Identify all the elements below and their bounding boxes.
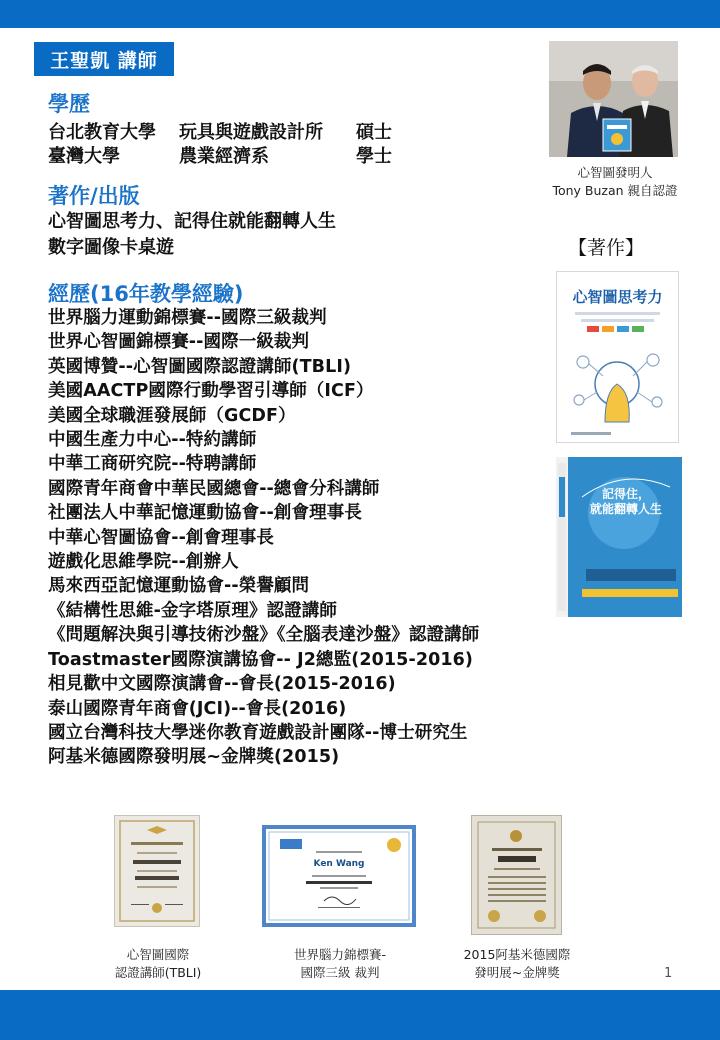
experience-item: 美國全球職涯發展師（GCDF） [48,405,296,426]
experience-item: 《問題解決與引導技術沙盤》《全腦表達沙盤》認證講師 [48,625,480,646]
book1-illustration [557,272,678,442]
experience-item: 世界心智圖錦標賽--國際一級裁判 [48,332,310,353]
books-label: 【著作】 [568,237,645,259]
book2-title-line: 記得住， [601,487,650,501]
experience-item: 馬來西亞記憶運動協會--榮譽顧問 [48,576,310,597]
certificate-recipient-name: Ken Wang [313,859,365,869]
book2-title [576,487,676,517]
education-heading: 學歷 [48,92,90,116]
book-cover-mind-map [556,271,679,443]
book2-title-line: 就能翻轉人生 [589,502,662,516]
education-dept: 農業經濟系 [179,146,269,167]
certificate-caption-line: 認證講師(TBLI) [114,965,202,980]
experience-item: 美國AACTP國際行動學習引導師（ICF） [48,381,374,402]
education-degree: 碩士 [356,122,392,143]
education-degree: 學士 [356,146,392,167]
certificate-archimedes-illustration [472,816,561,934]
experience-item: 世界腦力運動錦標賽--國際三級裁判 [48,308,327,328]
experience-item: 《結構性思維-金字塔原理》認證講師 [48,600,337,621]
certificate-memory-illustration [266,829,412,923]
page-number: 1 [664,966,673,981]
certificate-tbli-illustration [115,816,199,926]
book1-title: 心智圖思考力 [572,288,663,306]
experience-list [48,306,479,770]
certificate-caption-line: 心智圖國際 [126,947,190,962]
photo-caption-line: Tony Buzan 親自認證 [552,183,678,198]
photo-caption-line: 心智圖發明人 [577,165,653,180]
experience-item: 英國博贊--心智圖國際認證講師(TBLI) [48,356,352,377]
experience-item: 國立台灣科技大學迷你教育遊戲設計團隊--博士研究生 [48,722,468,743]
certificate-caption-line: 國際三級 裁判 [300,965,380,980]
publications-heading: 著作/出版 [48,184,140,208]
book-cover-memory [556,457,682,617]
publication-item: 心智圖思考力、記得住就能翻轉人生 [48,211,336,232]
certificate-caption-archimedes [446,946,588,982]
certificate-caption-line: 發明展~金牌獎 [474,965,560,980]
certificate-caption-tbli [98,946,218,982]
publication-item: 數字圖像卡桌遊 [48,237,174,258]
photo-illustration [549,41,678,157]
experience-item: 阿基米德國際發明展~金牌獎(2015) [48,747,340,768]
education-school: 臺灣大學 [48,146,120,167]
certificate-caption-memory [274,946,406,982]
experience-item: 中華工商研究院--特聘講師 [48,454,257,475]
certificate-caption-line: 2015阿基米德國際 [463,947,571,962]
experience-item: 相見歡中文國際演講會--會長(2015-2016) [48,674,396,695]
book2-illustration [556,457,682,617]
experience-item: 遊戲化思維學院--創辦人 [48,552,239,573]
experience-heading: 經歷(16年教學經驗) [48,282,244,306]
certificate-tbli [114,815,200,927]
experience-item: Toastmaster國際演講協會-- J2總監(2015-2016) [48,649,474,670]
top-bar [0,0,720,28]
certificate-caption-line: 世界腦力錦標賽- [293,947,386,962]
education-dept: 玩具與遊戲設計所 [179,122,323,143]
experience-item: 社團法人中華記憶運動協會--創會理事長 [48,503,362,524]
experience-item: 泰山國際青年商會(JCI)--會長(2016) [48,698,347,719]
photo-with-tony-buzan [549,41,678,157]
photo-caption [520,164,710,200]
experience-item: 國際青年商會中華民國總會--總會分科講師 [48,478,380,499]
education-school: 台北教育大學 [48,122,156,143]
bottom-bar [0,990,720,1040]
experience-item: 中華心智圖協會--創會理事長 [48,527,274,548]
certificate-memory-arbiter [262,825,416,927]
experience-item: 中國生產力中心--特約講師 [48,430,257,451]
name-badge: 王聖凱 講師 [34,42,174,76]
certificate-archimedes [471,815,562,935]
